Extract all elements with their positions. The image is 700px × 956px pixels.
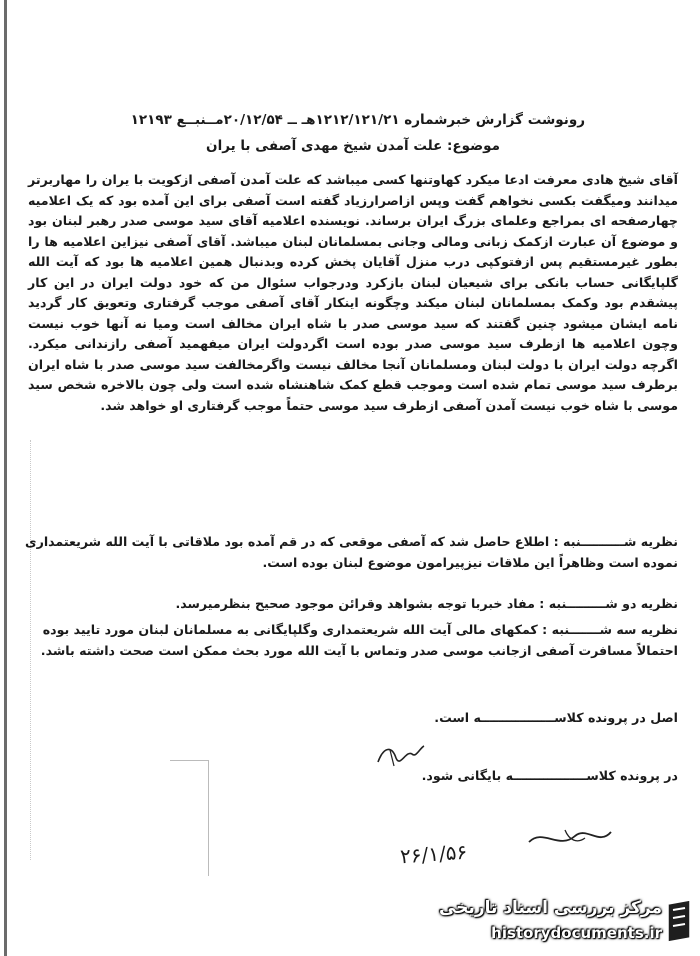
handwritten-date: ۲۶/۱/۵۶ <box>399 839 468 869</box>
copy-header: رونوشت گزارش خبرشماره ۱۲۱۲/۱۲۱/۲۱هـ ــ ۲۰/۱۲/۵۴مــنبــع ۱۲۱۹۳ <box>130 112 585 128</box>
watermark-title: مرکز بررسی اسناد تاریخی <box>439 898 662 918</box>
third-note-line-1: نظریه سه شـــــــنبه : کمکهای مالی آیت الله شریعتمداری وگلپایگانی به مسلمانان لبنان مورد تایید بوده <box>42 622 678 637</box>
third-note-line-2: احتمالاً مسافرت آصفی ازجانب موسی صدر وتماس با آیت الله مورد بحث ممکن است صحت داشته باشد. <box>40 642 678 658</box>
third-note <box>18 620 678 661</box>
file-copy-note <box>18 766 678 787</box>
file-original-note <box>18 708 678 729</box>
source-note <box>18 532 678 573</box>
second-note-text: نظریه دو شـــــــــنبه : مفاد خبربا توجه بشواهد وقرائن موجود صحیح بنظرمیرسد. <box>175 596 678 611</box>
report-paragraph: آقای شیخ هادی معرفت ادعا میکرد کهاوتنها کسی میباشد که علت آمدن آصفی ازکویت با یران را مهاربرتر میدانند ومیگفت بکسی نخواهم گفت وپس ازاصرارزیاد گفته است آصفی برای این آمده بود که یک اعلامیه چهارصفحه ای بمراجع وعلمای بزرگ ایران برساند. نویسنده اعلامیه آقای سید موسی صدر رهبر لبنان بود و موضوع آن عبارت ازکمک زبانی ومالی وجانی بمسلمانان لبنان میباشد. آقای آصفی نیزاین اعلامیه ها را بطور غیرمستقیم پس ازفتوکپی درب منزل آقایان پخش کرده وبدنبال همین اعلامیه ها بود که آیت الله گلپایگانی حساب بانکی برای شیعیان لبنان بازکرد ودرجواب سئوال من که خود دولت ایران در این کار پیشقدم بود وکمک بمسلمانان لبنان میکند وچگونه اینکار آقای آصفی موجب گرفتاری وتعویق کار گردید نامه ایشان میشود چنین گفتند که سید موسی صدر با شاه ایران مخالف است ومیا نه آنها خوب نیست وچون اعلامیه ها ازطرف سید موسی صدر بوده است اگردولت ایران میفهمید آصفی رازندانی میکرد. اگرچه دولت ایران با دولت لبنان ومسلمانان آنجا مخالف نیست واگرمخالفت سید موسی صدر با شاه ایران برطرف سید موسی تمام شده است وموجب قطع کمک شاهنشاه شده است ولی چون بالاخره شخص سید موسی با شاه خوب نیست آمدن آصفی ازطرف سید موسی حتماً موجب گرفتاری او خواهد شد. <box>28 172 678 413</box>
archive-logo-icon <box>664 898 694 944</box>
source-note-line-2: نموده است وظاهراً این ملاقات نیزپیرامون موضوع لبنان بوده است. <box>262 554 678 570</box>
signature-scribble <box>525 820 615 852</box>
source-note-line-1: نظریه شــــــــــنبه : اطلاع حاصل شد که آصفی موقعی که در قم آمده بود ملاقاتی با آیت الله شریعتمداری <box>25 534 678 549</box>
file-original-text: اصل در پرونده کلاســـــــــــــــــه است. <box>434 710 678 725</box>
scan-edge-left <box>4 0 7 956</box>
second-note <box>18 594 678 615</box>
stamp-frame <box>170 760 209 876</box>
report-body <box>28 170 678 416</box>
watermark-url: historydocuments.ir <box>491 924 662 942</box>
subject-line: موضوع: علت آمدن شیخ مهدی آصفی با یران <box>206 138 500 154</box>
file-copy-text: در پرونده کلاســـــــــــــــــه بایگانی شود. <box>421 768 678 783</box>
